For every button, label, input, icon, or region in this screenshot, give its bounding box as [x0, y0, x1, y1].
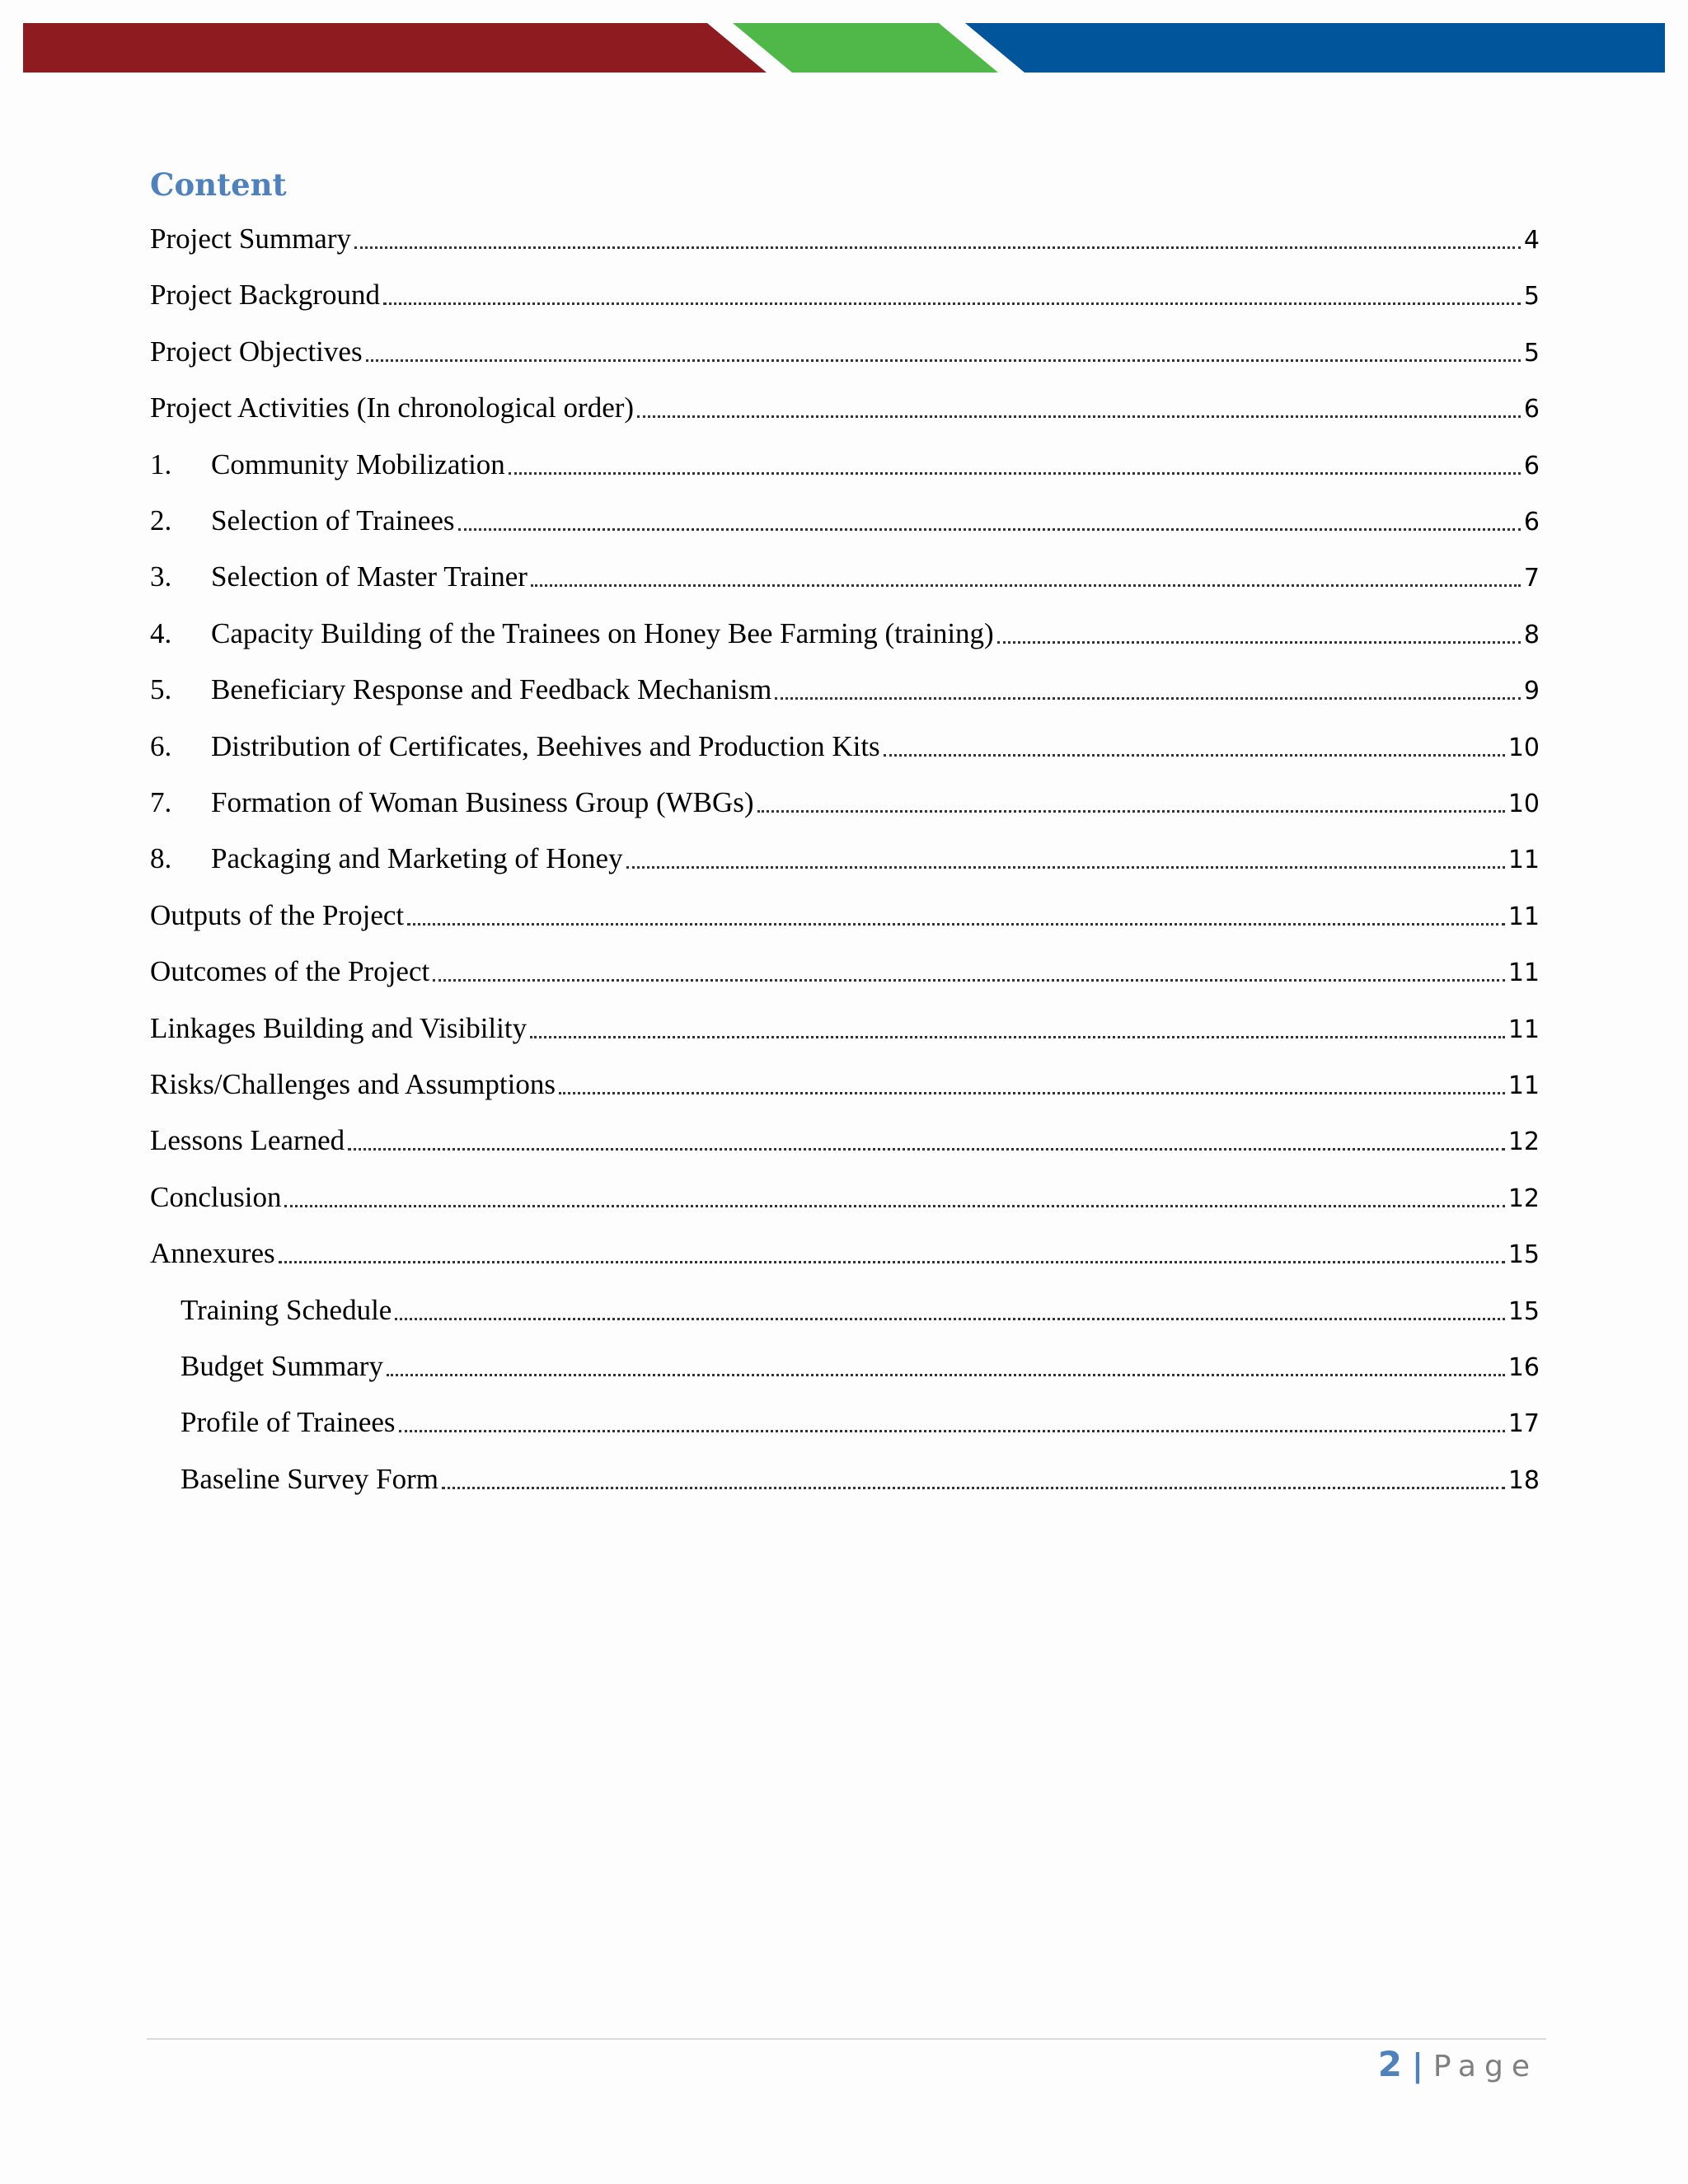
toc-entry-page: 9	[1523, 677, 1540, 706]
toc-entry-page: 11	[1507, 958, 1540, 988]
toc-entry-title: Lessons Learned	[150, 1124, 345, 1157]
toc-dot-leader	[442, 1460, 1505, 1499]
toc-entry-title: Selection of Master Trainer	[211, 560, 528, 593]
toc-entry-title: Training Schedule	[181, 1293, 392, 1326]
toc-entry-page: 10	[1507, 790, 1540, 818]
toc-entry[interactable]	[150, 332, 1540, 372]
toc-entry-title: Budget Summary	[181, 1350, 383, 1382]
toc-entry-page: 11	[1507, 1071, 1540, 1100]
toc-entry[interactable]	[150, 952, 1540, 991]
toc-entry-number: 2.	[150, 504, 172, 537]
toc-dot-leader	[884, 727, 1505, 766]
toc-entry[interactable]	[150, 896, 1540, 935]
toc-entry[interactable]	[150, 275, 1540, 315]
toc-dot-leader	[395, 1291, 1504, 1330]
toc-heading: Content	[150, 166, 287, 203]
toc-entry-page: 11	[1507, 1015, 1540, 1044]
toc-entry-title: Profile of Trainees	[181, 1406, 396, 1439]
toc-entry-page: 6	[1523, 508, 1540, 537]
toc-entry-number: 8.	[150, 842, 172, 875]
toc-entry-title: Project Activities (In chronological order)	[150, 391, 635, 424]
toc-dot-leader	[757, 783, 1505, 823]
toc-entry-title: Selection of Trainees	[211, 504, 455, 537]
toc-entry[interactable]	[150, 501, 1540, 541]
toc-dot-leader	[775, 670, 1521, 710]
toc-entry-title: Outcomes of the Project	[150, 955, 430, 988]
page-label: Page	[1432, 2050, 1538, 2083]
toc-dot-leader	[383, 275, 1521, 315]
toc-entry-title: Baseline Survey Form	[181, 1462, 439, 1495]
toc-entry-page: 8	[1523, 620, 1540, 649]
toc-entry-page: 17	[1507, 1409, 1540, 1439]
toc-dot-leader	[407, 896, 1505, 935]
toc-entry[interactable]	[181, 1403, 1540, 1442]
toc-entry-title: Project Background	[150, 279, 380, 312]
toc-entry-page: 6	[1523, 395, 1540, 424]
toc-entry-title: Project Summary	[150, 223, 351, 255]
page-separator: |	[1411, 2047, 1423, 2083]
toc-entry[interactable]	[150, 670, 1540, 710]
page-number: 2	[1377, 2044, 1402, 2084]
toc-entry[interactable]	[181, 1291, 1540, 1330]
toc-entry-title: Project Objectives	[150, 335, 363, 368]
toc-dot-leader	[997, 614, 1521, 654]
toc-entry-page: 18	[1507, 1465, 1540, 1495]
toc-dot-leader	[626, 839, 1505, 879]
toc-entry-page: 11	[1507, 846, 1540, 875]
toc-entry[interactable]	[150, 727, 1540, 766]
toc-entry-title: Formation of Woman Business Group (WBGs)	[211, 786, 754, 818]
toc-dot-leader	[530, 1009, 1505, 1048]
toc-dot-leader	[284, 1178, 1504, 1217]
toc-entry-title: Linkages Building and Visibility	[150, 1011, 528, 1044]
toc-entry-title: Packaging and Marketing of Honey	[211, 842, 623, 875]
toc-entry-number: 6.	[150, 729, 172, 762]
toc-dot-leader	[279, 1234, 1505, 1273]
toc-dot-leader	[509, 445, 1521, 485]
toc-entry[interactable]	[150, 557, 1540, 597]
toc-dot-leader	[458, 501, 1521, 541]
toc-entry-title: Outputs of the Project	[150, 898, 405, 931]
toc-entry-title: Community Mobilization	[211, 448, 505, 480]
toc-entry-page: 15	[1507, 1296, 1540, 1326]
toc-entry-page: 12	[1507, 1183, 1540, 1213]
toc-entry-page: 11	[1507, 902, 1540, 931]
toc-entry[interactable]	[150, 388, 1540, 428]
toc-entry-page: 15	[1507, 1240, 1540, 1270]
toc-entry[interactable]	[150, 839, 1540, 879]
toc-entry[interactable]	[150, 1234, 1540, 1273]
toc-dot-leader	[387, 1347, 1505, 1386]
toc-dot-leader	[531, 557, 1521, 597]
toc-dot-leader	[399, 1403, 1505, 1442]
toc-dot-leader	[559, 1065, 1505, 1104]
toc-entry-page: 6	[1523, 451, 1540, 480]
toc-entry-page: 5	[1523, 282, 1540, 312]
toc-entry-number: 7.	[150, 786, 172, 818]
toc-entry-title: Distribution of Certificates, Beehives and Production Kits	[211, 729, 880, 762]
toc-entry-page: 7	[1523, 564, 1540, 593]
toc-entry-page: 4	[1523, 226, 1540, 255]
toc-entry-title: Capacity Building of the Trainees on Honey Bee Farming (training)	[211, 616, 994, 649]
toc-dot-leader	[433, 952, 1505, 991]
toc-entry[interactable]	[150, 219, 1540, 259]
toc-entry[interactable]	[150, 1065, 1540, 1104]
toc-entry[interactable]	[150, 1121, 1540, 1160]
toc-entry-page: 10	[1507, 733, 1540, 762]
toc-entry-number: 5.	[150, 673, 172, 706]
toc-dot-leader	[637, 388, 1521, 428]
toc-entry-page: 12	[1507, 1127, 1540, 1157]
toc-entry[interactable]	[181, 1347, 1540, 1386]
toc-entry-number: 1.	[150, 448, 172, 480]
toc-entry[interactable]	[150, 1009, 1540, 1048]
page-footer	[1378, 2044, 1538, 2093]
footer-divider	[147, 2038, 1546, 2040]
toc-entry-page: 5	[1523, 338, 1540, 368]
toc-entry-title: Beneficiary Response and Feedback Mechanism	[211, 673, 772, 706]
toc-dot-leader	[354, 219, 1521, 259]
toc-entry-title: Annexures	[150, 1237, 275, 1270]
toc-entry-number: 3.	[150, 560, 172, 593]
toc-entry[interactable]	[181, 1460, 1540, 1499]
toc-entry[interactable]	[150, 445, 1540, 485]
toc-entry[interactable]	[150, 1178, 1540, 1217]
toc-entry[interactable]	[150, 614, 1540, 654]
toc-entry[interactable]	[150, 783, 1540, 823]
toc-entry-title: Risks/Challenges and Assumptions	[150, 1068, 556, 1100]
toc-entry-title: Conclusion	[150, 1180, 282, 1213]
toc-dot-leader	[366, 332, 1521, 372]
toc-dot-leader	[348, 1121, 1505, 1160]
toc-entry-page: 16	[1507, 1353, 1540, 1382]
toc-entry-number: 4.	[150, 616, 172, 649]
